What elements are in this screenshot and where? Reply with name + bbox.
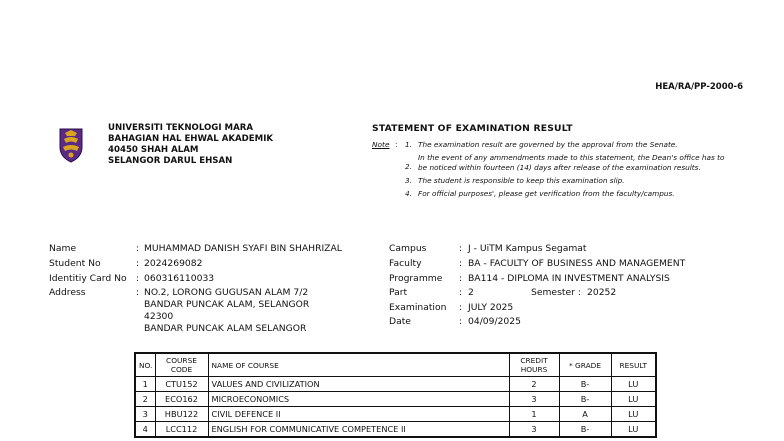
ic-label: Identitiy Card No	[49, 273, 127, 284]
cell-result: LU	[611, 392, 656, 407]
note-text: The examination result are governed by the approval from the Senate.	[418, 140, 678, 149]
colon: :	[136, 258, 140, 269]
date-value: 04/09/2025	[468, 316, 521, 327]
cell-no: 1	[135, 377, 155, 392]
note-number: 1.	[405, 140, 412, 149]
university-line: 40450 SHAH ALAM	[108, 145, 199, 155]
name-label: Name	[49, 243, 77, 254]
colon: :	[459, 287, 463, 298]
cell-code: ECO162	[155, 392, 208, 407]
exam-value: JULY 2025	[468, 302, 514, 313]
table-row	[135, 422, 656, 438]
note-label: Note	[372, 140, 390, 149]
colon: :	[459, 243, 463, 254]
student-name: MUHAMMAD DANISH SYAFI BIN SHAHRIZAL	[144, 243, 342, 254]
note-number: 2.	[405, 162, 412, 172]
table-row	[135, 392, 656, 407]
faculty-label: Faculty	[389, 258, 422, 269]
note-number: 4.	[405, 189, 412, 199]
colon: :	[136, 273, 140, 284]
cell-course-name: MICROECONOMICS	[208, 392, 509, 407]
note-number: 3.	[405, 175, 412, 185]
colon: :	[136, 243, 140, 254]
cell-result: LU	[611, 422, 656, 438]
table-row	[135, 407, 656, 422]
cell-code: CTU152	[155, 377, 208, 392]
table-row	[135, 377, 656, 392]
cell-credit: 3	[509, 422, 559, 438]
university-line: SELANGOR DARUL EHSAN	[108, 156, 233, 166]
address-line: 42300	[144, 311, 174, 322]
exam-label: Examination	[389, 302, 447, 313]
cell-no: 2	[135, 392, 155, 407]
cell-no: 4	[135, 422, 155, 438]
results-table	[134, 352, 657, 438]
cell-no: 3	[135, 407, 155, 422]
faculty-value: BA - FACULTY OF BUSINESS AND MANAGEMENT	[468, 258, 686, 269]
university-line: BAHAGIAN HAL EHWAL AKADEMIK	[108, 134, 274, 144]
cell-grade: B-	[559, 392, 611, 407]
ic-number: 060316110033	[144, 273, 215, 284]
cell-result: LU	[611, 407, 656, 422]
cell-grade: A	[559, 407, 611, 422]
colon: :	[459, 302, 463, 313]
colon: :	[459, 273, 463, 284]
notes-list	[405, 140, 735, 198]
student-no-label: Student No	[49, 258, 101, 269]
address-line: NO.2, LORONG GUGUSAN ALAM 7/2	[144, 287, 309, 298]
cell-course-name: CIVIL DEFENCE II	[208, 407, 509, 422]
programme-label: Programme	[389, 273, 443, 284]
campus-label: Campus	[389, 243, 427, 254]
header-result: RESULT	[611, 353, 656, 377]
cell-credit: 3	[509, 392, 559, 407]
cell-code: LCC112	[155, 422, 208, 438]
cell-credit: 1	[509, 407, 559, 422]
student-no: 2024269082	[144, 258, 203, 269]
cell-course-name: VALUES AND CIVILIZATION	[208, 377, 509, 392]
reference-code: HEA/RA/PP-2000-6	[655, 82, 743, 92]
campus-value: J - UiTM Kampus Segamat	[468, 243, 587, 254]
university-line: UNIVERSITI TEKNOLOGI MARA	[108, 123, 254, 133]
programme-value: BA114 - DIPLOMA IN INVESTMENT ANALYSIS	[468, 273, 670, 284]
note-colon: :	[395, 140, 398, 149]
note-item	[405, 189, 735, 198]
note-item	[405, 176, 735, 185]
header-no: NO.	[135, 353, 155, 377]
header-credit-hours: CREDIT HOURS	[509, 353, 559, 377]
address-line: BANDAR PUNCAK ALAM, SELANGOR	[144, 299, 310, 310]
cell-result: LU	[611, 377, 656, 392]
address-label: Address	[49, 287, 86, 298]
semester-value: 20252	[587, 287, 617, 298]
uitm-crest-logo	[57, 127, 85, 163]
table-header-row	[135, 353, 656, 377]
part-label: Part	[389, 287, 408, 298]
date-label: Date	[389, 316, 411, 327]
cell-code: HBU122	[155, 407, 208, 422]
colon: :	[136, 287, 140, 298]
note-text: The student is responsible to keep this examination slip.	[418, 175, 625, 185]
cell-course-name: ENGLISH FOR COMMUNICATIVE COMPETENCE II	[208, 422, 509, 438]
header-grade: * GRADE	[559, 353, 611, 377]
note-item	[405, 140, 735, 149]
cell-credit: 2	[509, 377, 559, 392]
note-text: In the event of any ammendments made to this statement, the Dean's office has to be noticed within fourteen (14) days after release of the examination results.	[418, 153, 725, 172]
colon: :	[459, 316, 463, 327]
statement-title: STATEMENT OF EXAMINATION RESULT	[372, 123, 573, 134]
header-course-code: COURSE CODE	[155, 353, 208, 377]
colon: :	[459, 258, 463, 269]
address-line: BANDAR PUNCAK ALAM SELANGOR	[144, 323, 307, 334]
cell-grade: B-	[559, 377, 611, 392]
semester-label: Semester :	[531, 287, 581, 298]
university-address-block	[108, 123, 273, 167]
header-course-name: NAME OF COURSE	[208, 353, 509, 377]
cell-grade: B-	[559, 422, 611, 438]
note-text: For official purposes', please get verification from the faculty/campus.	[418, 189, 675, 199]
note-item	[405, 153, 735, 172]
part-value: 2	[468, 287, 474, 298]
